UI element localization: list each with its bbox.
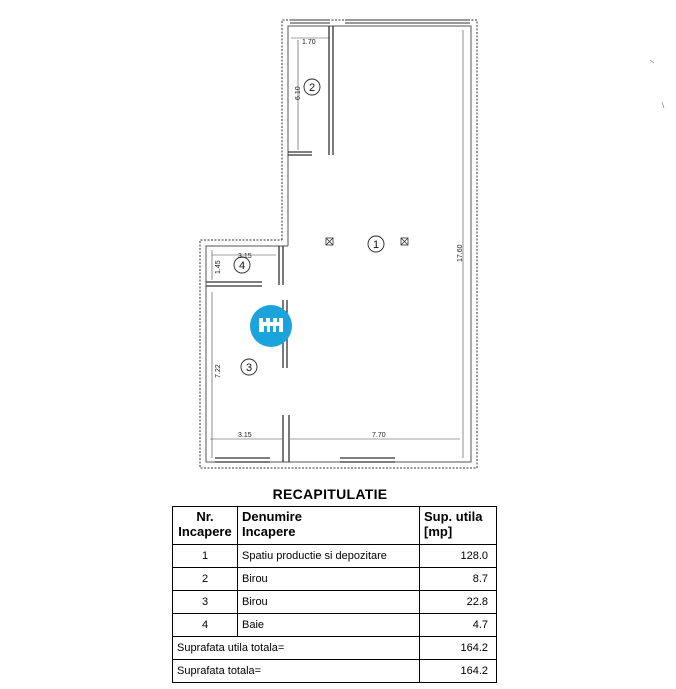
row-area: 8.7: [420, 568, 497, 591]
dim-room1-height: 17.60: [457, 244, 464, 262]
margin-marks: [650, 60, 664, 108]
total-label: Suprafata utila totala=: [173, 637, 420, 660]
row-nr: 1: [173, 545, 238, 568]
row-area: 4.7: [420, 614, 497, 637]
row-name: Birou: [238, 568, 420, 591]
total-label: Suprafata totala=: [173, 660, 420, 683]
row-nr: 4: [173, 614, 238, 637]
exterior-walls: [200, 20, 477, 468]
dim-room2-width: 1.70: [302, 39, 316, 46]
room-1-marker: [368, 236, 384, 252]
dim-bottom-left: 3.15: [238, 432, 252, 439]
room-4-label: 4: [238, 260, 246, 272]
room-1-label: 1: [372, 239, 380, 251]
top-windows: [290, 20, 470, 23]
bottom-windows: [215, 458, 395, 462]
row-nr: 2: [173, 568, 238, 591]
room-4-marker: [234, 257, 250, 273]
dim-room4-height: 1.45: [215, 260, 222, 274]
row-name: Baie: [238, 614, 420, 637]
dim-room2-height: 6.10: [295, 86, 302, 100]
header-sup-utila: Sup. utila [mp]: [420, 507, 497, 545]
row-area: 128.0: [420, 545, 497, 568]
table-row: [173, 568, 497, 591]
dimension-lines: [210, 30, 463, 458]
total-value: 164.2: [420, 660, 497, 683]
table-row: [173, 614, 497, 637]
row-area: 22.8: [420, 591, 497, 614]
recap-table: [172, 506, 497, 683]
dim-room4-width: 3.15: [238, 253, 252, 260]
room-3-marker: [241, 359, 257, 375]
room-2-marker: [304, 79, 320, 95]
room-3-label: 3: [245, 362, 253, 374]
pillar-markers: [326, 238, 408, 245]
dim-bottom-right: 7.70: [372, 432, 386, 439]
total-row: [173, 660, 497, 683]
table-row: [173, 591, 497, 614]
table-row: [173, 545, 497, 568]
row-nr: 3: [173, 591, 238, 614]
dim-room3-height: 7.22: [215, 364, 222, 378]
row-name: Birou: [238, 591, 420, 614]
header-nr: Nr. Incapere: [173, 507, 238, 545]
header-denumire: Denumire Incapere: [238, 507, 420, 545]
row-name: Spatiu productie si depozitare: [238, 545, 420, 568]
total-row: [173, 637, 497, 660]
castle-logo-icon: [250, 305, 292, 347]
recap-title: RECAPITULATIE: [272, 486, 388, 502]
total-value: 164.2: [420, 637, 497, 660]
room-2-label: 2: [308, 82, 316, 94]
castle-icon: [250, 305, 292, 347]
recap-header-row: [173, 507, 497, 545]
